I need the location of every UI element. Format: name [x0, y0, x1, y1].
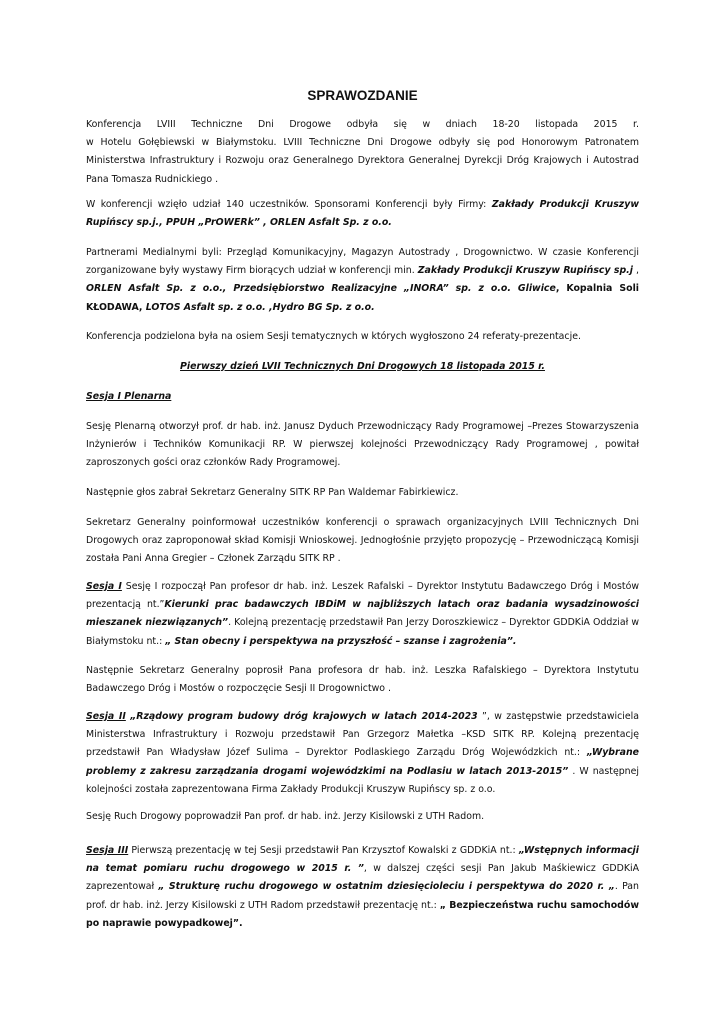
heading-day-one-text: Pierwszy dzień LVII Technicznych Dni Drogowych 18 listopada 2015 r.	[180, 361, 545, 372]
session-3-label: Sesja III	[86, 845, 129, 856]
sponsors-list: Zakłady Produkcji Kruszyw Rupińscy sp.j., PPUH „PrOWERk” , ORLEN Asfalt Sp. z o.o.	[86, 199, 640, 229]
heading-day-one	[86, 358, 639, 376]
session-2-talk-2: „Wybrane problemy z zakresu zarządzania drogami wojewódzkimi na Podlasiu w latach 2013-2015”	[86, 747, 639, 777]
paragraph-secretary: Następnie głos zabrał Sekretarz Generalny SITK RP Pan Waldemar Fabirkiewicz.	[86, 487, 459, 498]
paragraph-media-partners	[86, 244, 639, 317]
paragraph-opening: Sesję Plenarną otworzył prof. dr hab. inż. Janusz Dyduch Przewodniczący Rady Programowej –Prezes Stowarzyszenia Inżynierów i Techników Komunikacji RP. W pierwszej kolejności Przewodniczący Rady Programowej , powitał zaproszonych gości oraz członków Rady Programowej.	[86, 421, 639, 469]
paragraph-session-3	[86, 842, 639, 933]
session-1-text-2: . Kolejną prezentację przedstawił Pan Jerzy Doroszkiewicz – Dyrektor GDDKiA Oddział w Białymstoku nt.:	[86, 617, 639, 647]
heading-session-1	[86, 388, 639, 406]
exhibitor-4: LOTOS Asfalt sp. z o.o. ,Hydro BG Sp. z o.o.	[145, 301, 375, 313]
paragraph-session-2	[86, 708, 639, 799]
session-1-talk-2: „ Stan obecny i perspektywa na przyszłość – szanse i zagrożenia”.	[165, 635, 517, 647]
session-2-label: Sesja II	[86, 711, 126, 722]
session-3-talk-2: „ Strukturę ruchu drogowego w ostatnim dziesięcioleciu i perspektywa do 2020 r. „	[158, 881, 615, 893]
paragraph-session-1	[86, 578, 639, 651]
media-partners-text: Partnerami Medialnymi byli: Przegląd Komunikacyjny, Magazyn Autostrady , Drogownictwo. W czasie Konferencji zorganizowane były wystawy Firm biorących udział w konferencji min.	[86, 247, 639, 277]
paragraph-intro	[86, 116, 639, 189]
intro-rest: w Hotelu Gołębiewski w Białymstoku. LVIII Techniczne Dni Drogowe odbyły się pod Honorowym Patronatem Ministerstwa Infrastruktury i Rozwoju oraz Generalnego Dyrektora Generalnej Dyrekcji Dróg Krajowych i Autostrad Pana Tomasza Rudnickiego .	[86, 137, 639, 185]
participants-text: W konferencji wzięło udział 140 uczestników. Sponsorami Konferencji były Firmy:	[86, 199, 492, 210]
separator: ,	[632, 265, 639, 277]
session-3-text-3: . Pan prof. dr hab. inż. Jerzy Kisilowski z UTH Radom przedstawił prezentację nt.:	[86, 881, 639, 911]
session-1-talk-1: Kierunki prac badawczych IBDiM w najbliższych latach oraz badania wysadzinowości mieszanek niezwiązanych”	[86, 599, 640, 629]
paragraph-road-traffic: Sesję Ruch Drogowy poprowadził Pan prof. dr hab. inż. Jerzy Kisilowski z UTH Radom.	[86, 811, 485, 822]
document-title: SPRAWOZDANIE	[307, 88, 418, 103]
exhibitor-3: , Kopalnia Soli KŁODAWA,	[86, 283, 639, 313]
exhibitor-2: ORLEN Asfalt Sp. z o.o., Przedsiębiorstwo Realizacyjne „INORA” sp. z o.o. Gliwice	[86, 283, 556, 295]
paragraph-participants	[86, 196, 639, 232]
session-2-text: ”, w zastępstwie przedstawiciela Ministerstwa Infrastruktury i Rozwoju przedstawił Pan Grzegorz Małetka –KSD SITK RP. Kolejną prezentację przedstawił Pan Władysław Józef Sulima – Dyrektor Podlaskiego Zarządu Dróg Wojewódzkich nt.:	[86, 711, 639, 759]
exhibitor-1: Zakłady Produkcji Kruszyw Rupińscy sp.j	[417, 265, 633, 277]
paragraph-sessions: Konferencja podzielona była na osiem Sesji tematycznych w których wygłoszono 24 referaty-prezentacje.	[86, 331, 581, 342]
heading-session-1-text: Sesja I Plenarna	[86, 391, 172, 402]
session-1-label: Sesja I	[86, 581, 122, 592]
intro-line-1: Konferencja LVIII Techniczne Dni Drogowe odbyła się w dniach 18-20 listopada 2015 r.	[86, 119, 639, 130]
paragraph-organization: Sekretarz Generalny poinformował uczestników konferencji o sprawach organizacyjnych LVIII Technicznych Dni Drogowych oraz zaproponował skład Komisji Wnioskowej. Jednogłośnie przyjęto propozycję – Przewodniczącą Komisji została Pani Anna Gregier – Członek Zarządu SITK RP .	[86, 517, 639, 565]
session-3-talk-3: „ Bezpieczeństwa ruchu samochodów po naprawie powypadkowej”.	[86, 899, 639, 929]
session-3-talk-1: „Wstępnych informacji na temat pomiaru ruchu drogowego w 2015 r. ”	[86, 845, 639, 875]
session-2-text-2: . W następnej kolejności została zaprezentowana Firma Zakłady Produkcji Kruszyw Rupińscy sp. z o.o.	[86, 765, 639, 795]
paragraph-session-2-intro: Następnie Sekretarz Generalny poprosił Pana profesora dr hab. inż. Leszka Rafalskiego – Dyrektora Instytutu Badawczego Dróg i Mostów o rozpoczęcie Sesji II Drogownictwo .	[86, 665, 639, 695]
session-3-text-2: , w dalszej części sesji Pan Jakub Maśkiewicz GDDKiA zaprezentował	[86, 863, 639, 893]
session-1-text: Sesję I rozpoczął Pan profesor dr hab. inż. Leszek Rafalski – Dyrektor Instytutu Badawczego Dróg i Mostów prezentacją nt.”	[86, 581, 640, 611]
session-2-talk-1: „Rządowy program budowy dróg krajowych w latach 2014-2023	[130, 711, 478, 722]
session-3-text: Pierwszą prezentację w tej Sesji przedstawił Pan Krzysztof Kowalski z GDDKiA nt.:	[128, 845, 519, 856]
